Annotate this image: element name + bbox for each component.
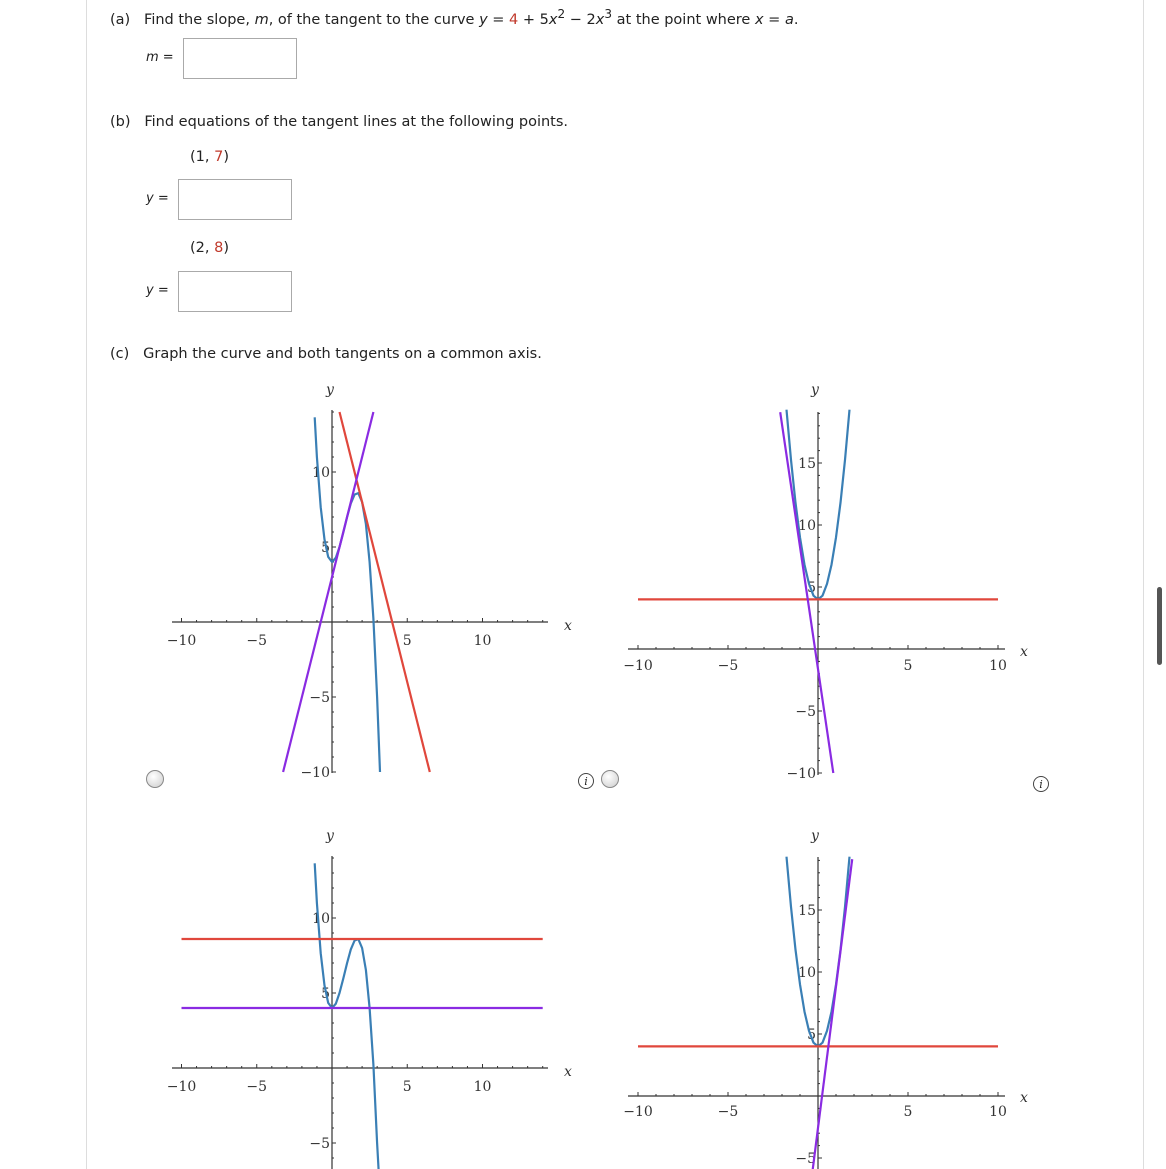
y-tick-label: 15 (798, 456, 816, 472)
tangent-line-purple (813, 859, 853, 1169)
y-tick-label: 5 (807, 580, 816, 596)
y-tick-label: −10 (786, 766, 816, 782)
var-a: a (784, 11, 794, 28)
y-tick-label: 5 (321, 986, 330, 1002)
tangent-2-answer-label: y = (146, 283, 169, 298)
x-axis-label: x (564, 618, 572, 634)
point-y-value: 7 (214, 149, 224, 165)
y-tick-label: −10 (300, 765, 330, 781)
var-m: m (254, 11, 269, 28)
text: , of the tangent to the curve (268, 11, 480, 28)
x-tick-label: −10 (623, 1104, 653, 1120)
y-tick-label: 15 (798, 903, 816, 919)
curve-line (787, 410, 850, 600)
part-a-question (110, 7, 798, 28)
x-tick-label: 10 (473, 633, 492, 649)
x-tick-label: −10 (623, 658, 653, 674)
text: (2, (190, 240, 215, 256)
curve-line (315, 863, 379, 1169)
y-tick-label: −5 (795, 704, 816, 720)
x-tick-label: −5 (717, 658, 739, 674)
text: . (793, 11, 799, 28)
text: ) (223, 149, 230, 165)
x-tick-label: −10 (166, 1079, 197, 1095)
var-y: y (479, 11, 488, 28)
text: − 2 (565, 11, 596, 28)
y-axis-label: y (326, 828, 334, 844)
part-c-text: Graph the curve and both tangents on a common axis. (143, 346, 542, 362)
y-tick-label: 10 (312, 911, 330, 927)
tangent-line-purple (283, 412, 373, 772)
part-b-text: Find equations of the tangent lines at the following points. (144, 114, 569, 130)
point-1-label (190, 149, 229, 165)
x-tick-label: 5 (903, 1104, 913, 1120)
text: at the point where (612, 11, 755, 28)
card-right-border (1143, 0, 1144, 1169)
graph-option-1-radio[interactable] (146, 770, 164, 788)
text: Find the slope, (144, 11, 255, 28)
y-axis-label: y (326, 382, 334, 398)
y-tick-label: −5 (309, 1136, 330, 1152)
info-icon[interactable]: i (1033, 776, 1049, 792)
x-tick-label: 5 (402, 1079, 412, 1095)
x-tick-label: 5 (402, 633, 412, 649)
curve-line (787, 857, 850, 1047)
y-tick-label: −5 (795, 1151, 816, 1167)
x-tick-label: 5 (903, 658, 913, 674)
var-x: x (595, 11, 605, 28)
tangent-1-answer-label: y = (146, 191, 169, 206)
part-a-label: (a) (110, 11, 131, 28)
x-axis-label: x (1020, 644, 1028, 660)
info-icon[interactable]: i (578, 773, 594, 789)
part-b-label: (b) (110, 114, 131, 130)
x-tick-label: −5 (246, 633, 268, 649)
var-x: x (754, 11, 764, 28)
text: = (763, 11, 785, 28)
x-axis-label: x (1020, 1090, 1028, 1106)
text: + 5 (518, 11, 549, 28)
x-tick-label: −5 (717, 1104, 739, 1120)
slope-answer-label: m = (146, 50, 174, 65)
point-y-value: 8 (214, 240, 224, 256)
curve-line (315, 417, 380, 772)
part-c-question (110, 346, 542, 362)
x-tick-label: 10 (989, 1104, 1007, 1120)
exponent: 3 (604, 7, 613, 21)
y-tick-label: 10 (798, 518, 816, 534)
y-tick-label: 5 (321, 540, 330, 556)
tangent-1-answer-input[interactable] (178, 179, 292, 220)
y-tick-label: 10 (312, 465, 330, 481)
part-c-label: (c) (110, 346, 130, 362)
graph-option-2-radio[interactable] (601, 770, 619, 788)
text: ) (223, 240, 230, 256)
y-axis-label: y (811, 828, 819, 844)
tangent-line-purple (780, 412, 833, 773)
var-x: x (548, 11, 558, 28)
x-tick-label: 10 (473, 1079, 492, 1095)
scrollbar[interactable] (1157, 587, 1162, 665)
text: = (487, 11, 510, 28)
slope-answer-input[interactable] (183, 38, 297, 79)
x-tick-label: −10 (166, 633, 197, 649)
exponent: 2 (557, 7, 566, 21)
y-axis-label: y (811, 382, 819, 398)
constant-value: 4 (509, 11, 519, 28)
text: (1, (190, 149, 215, 165)
x-axis-label: x (564, 1064, 572, 1080)
tangent-line-red (340, 412, 430, 772)
x-tick-label: 10 (989, 658, 1007, 674)
y-tick-label: 10 (798, 965, 816, 981)
y-tick-label: 5 (807, 1027, 816, 1043)
x-tick-label: −5 (246, 1079, 268, 1095)
point-2-label (190, 240, 229, 256)
tangent-2-answer-input[interactable] (178, 271, 292, 312)
y-tick-label: −5 (309, 690, 330, 706)
part-b-question (110, 114, 568, 130)
card-left-border (86, 0, 87, 1169)
